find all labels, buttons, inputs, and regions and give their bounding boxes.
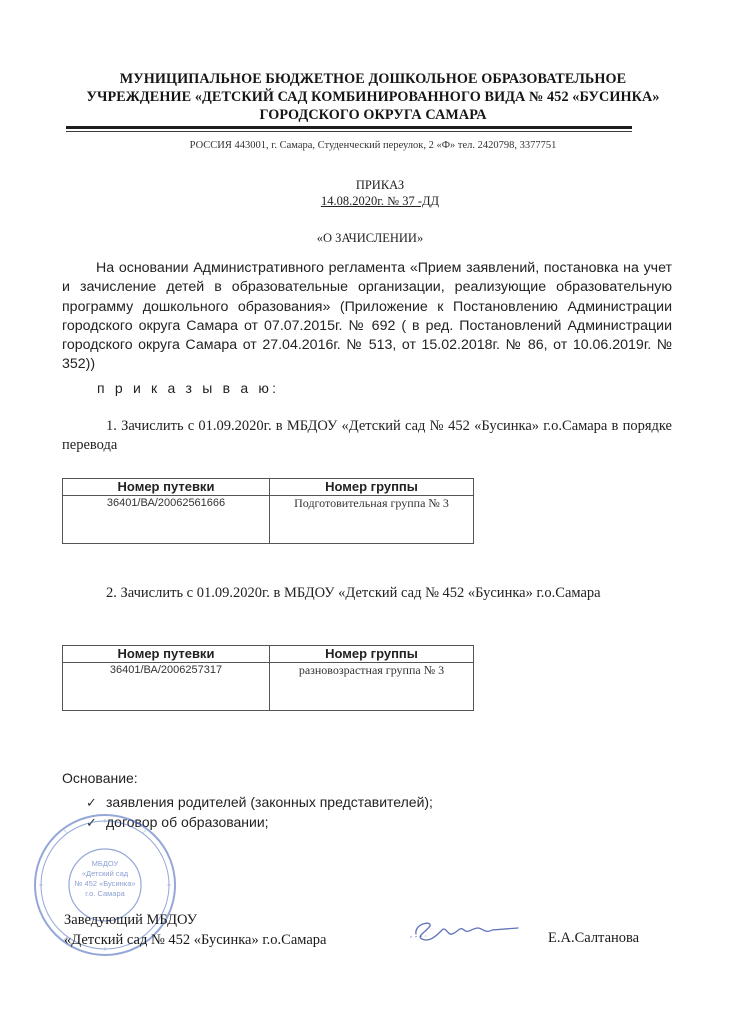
route-table-1	[62, 478, 474, 544]
order-title: ПРИКАЗ	[355, 178, 405, 192]
institution-header	[40, 70, 706, 124]
route-table-2-header-group: Номер группы	[270, 646, 474, 663]
order-item-2-text: 2. Зачислить с 01.09.2020г. в МБДОУ «Детский сад № 452 «Бусинка» г.о.Самара	[106, 585, 601, 601]
stamp-line-2: «Детский сад	[81, 869, 129, 878]
basis-item-1	[86, 794, 433, 811]
signatory-position-line-1: Заведующий МБДОУ	[64, 912, 197, 928]
order-item-1	[62, 417, 672, 455]
order-item-2	[62, 584, 672, 603]
checkmark-icon: ✓	[86, 795, 97, 810]
route-table-2	[62, 645, 474, 711]
route-table-1-group-name: Подготовительная группа № 3	[270, 496, 474, 544]
order-item-1-text: 1. Зачислить с 01.09.2020г. в МБДОУ «Детский сад № 452 «Бусинка» г.о.Самара в порядке перевода	[62, 418, 672, 453]
decree-word: п р и к а з ы в а ю:	[97, 380, 280, 396]
preamble-paragraph	[62, 259, 672, 375]
stamp-line-4: г.о. Самара	[85, 889, 125, 898]
handwritten-signature	[408, 912, 528, 946]
header-line-1: МУНИЦИПАЛЬНОЕ БЮДЖЕТНОЕ ДОШКОЛЬНОЕ ОБРАЗОВАТЕЛЬНОЕ	[119, 71, 627, 87]
signatory-name: Е.А.Салтанова	[548, 930, 640, 946]
route-table-2-group-name: разновозрастная группа № 3	[270, 663, 474, 711]
order-subject: «О ЗАЧИСЛЕНИИ»	[316, 231, 424, 245]
preamble-text: На основании Административного регламента «Прием заявлений, постановка на учет и зачисление детей в образовательные организации, реализующие образовательную программу дошкольного образования» (Приложение к Постановлению Администрации городского округа Самара от 07.07.2015г. № 692 ( в ред. Постановлений Администрации городского округа Самара от 27.04.2016г. № 513, от 15.02.2018г. № 86, от 10.06.2019г. № 352))	[62, 260, 672, 373]
checkmark-icon: ✓	[86, 815, 97, 830]
route-table-1-voucher-code: 36401/ВА/20062561666	[63, 496, 270, 544]
basis-title: Основание:	[62, 770, 138, 786]
route-table-1-header-group: Номер группы	[270, 479, 474, 496]
route-table-1-header-voucher: Номер путевки	[63, 479, 270, 496]
signatory-position-line-2: «Детский сад № 452 «Бусинка» г.о.Самара	[64, 932, 327, 948]
stamp-line-3: № 452 «Бусинка»	[74, 879, 136, 888]
order-number: 14.08.2020г. № 37 -ДД	[320, 194, 440, 208]
route-table-2-voucher-code: 36401/ВА/2006257317	[63, 663, 270, 711]
header-rule-thick	[66, 126, 632, 129]
header-line-3: ГОРОДСКОГО ОКРУГА САМАРА	[259, 107, 487, 123]
route-table-2-header-voucher: Номер путевки	[63, 646, 270, 663]
signatory-position	[64, 910, 326, 950]
header-line-2: УЧРЕЖДЕНИЕ «ДЕТСКИЙ САД КОМБИНИРОВАННОГО ВИДА № 452 «БУСИНКА»	[86, 89, 660, 105]
institution-address: РОССИЯ 443001, г. Самара, Студенческий переулок, 2 «Ф» тел. 2420798, 3377751	[189, 140, 557, 151]
header-rule-thin	[66, 131, 632, 132]
stamp-line-1: МБДОУ	[91, 859, 119, 868]
order-heading	[300, 177, 460, 209]
basis-item-2-text: договор об образовании;	[106, 814, 269, 830]
basis-item-1-text: заявления родителей (законных представителей);	[106, 794, 433, 810]
